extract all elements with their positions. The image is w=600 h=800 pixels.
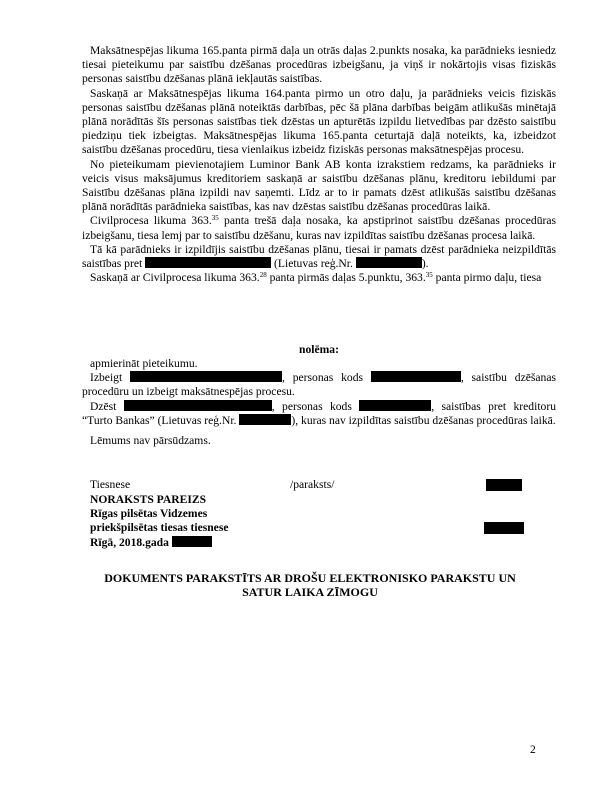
decision-heading: nolēma: [299, 343, 339, 356]
court-name-line-1: Rīgas pilsētas Vidzemes [90, 507, 208, 520]
decision-item-4: Lēmums nav pārsūdzams. [90, 434, 211, 448]
decision-item-1: apmierināt pieteikumu. [90, 357, 198, 370]
signature-note: /paraksts/ [290, 478, 335, 491]
paragraph-5: Tā kā parādnieks ir izpildījis saistību dzēšanas plānu, tiesai ir pamats dzēst parādnieka neizpildītās saistības pret (Lietuvas reģ.Nr. ). [82, 242, 556, 271]
redacted-reg-number [356, 257, 422, 268]
redacted-debtor-name [124, 400, 272, 411]
paragraph-1: Maksātnespējas likuma 165.panta pirmā daļa un otrās daļas 2.punkts nosaka, ka parādnieks iesniedz tiesai pieteikumu par saistību dzēšanas procedūras izbeigšanu, ja viņš ir nokārtojis visas fiziskās personas saistību dzēšanas plānā iekļautās saistības. [82, 44, 556, 86]
paragraph-2: Saskaņā ar Maksātnespējas likuma 164.panta pirmo un otro daļu, ja parādnieks veicis fiziskās personas saistību dzēšanas plānā noteiktās darbības, pēc šā plāna darbības beigām atlikušās minētajā plānā norādītās šīs personas saistības tiek dzēstas un apturētās izpildu lietvedības par dzēsto saistību piedziņu tiek izbeigtas. Maksātnespējas likuma 165.panta ceturtajā daļā noteikts, ka, izbeidzot saistību dzēšanas procedūru, tiesa vienlaikus izbeidz fiziskās personas maksātnespējas procesu. [82, 86, 556, 157]
page-number: 2 [530, 743, 536, 756]
paragraph-3: No pieteikumam pievienotajiem Luminor Bank AB konta izrakstiem redzams, ka parādnieks ir veicis visus maksājumus kreditoriem saskaņā ar saistību dzēšanas plānu, kreditoru iebildumi par Saistību dzēšanas plāna izpildi nav saņemti. Līdz ar to ir pamats dzēst atlikušās saistību dzēšanas plānā norādītās parādnieka saistības, kas nav dzēstas saistību dzēšanas procedūras laikā. [82, 157, 556, 214]
paragraph-4: Civilprocesa likuma 363.35 panta trešā daļa nosaka, ka apstiprinot saistību dzēšanas procedūras izbeigšanu, tiesa lemj par to saistību dzēšanu, kuras nav izpildītas saistību dzēšanas procesa laikā. [82, 214, 557, 242]
place-date: Rīgā, 2018.gada [90, 536, 212, 550]
decision-item-2: Izbeigt , personas kods , saistību dzēšanas procedūru un izbeigt maksātnespējas procesu. [82, 371, 556, 399]
redacted-debtor-name [130, 371, 282, 382]
redacted-judge-name [486, 479, 522, 491]
judge-label: Tiesnese [90, 478, 131, 491]
court-name-line-2: priekšpilsētas tiesas tiesnese [90, 521, 229, 534]
copy-correct-label: NORAKSTS PAREIZS [90, 493, 207, 506]
paragraph-6: Saskaņā ar Civilprocesa likuma 363.28 panta pirmās daļas 5.punktu, 363.35 panta pirmo daļu, tiesa [90, 271, 542, 285]
redacted-reg-number [239, 414, 291, 425]
e-signature-notice [60, 571, 560, 599]
redacted-judge-name [484, 522, 524, 534]
redacted-personal-code [371, 371, 461, 382]
body-text [82, 44, 556, 285]
decision-text [82, 357, 556, 448]
e-signature-notice-line-2: SATUR LAIKA ZĪMOGU [242, 585, 378, 599]
redacted-date [172, 536, 212, 547]
decision-item-3: Dzēst , personas kods , saistības pret kreditoru “Turto Bankas” (Lietuvas reģ.Nr. ), kuras nav izpildītas saistību dzēšanas procedūras laikā. [82, 399, 556, 427]
redacted-personal-code [359, 400, 431, 411]
redacted-creditor-name [145, 257, 271, 268]
e-signature-notice-line-1: DOKUMENTS PARAKSTĪTS AR DROŠU ELEKTRONISKO PARAKSTU UN [104, 571, 516, 585]
